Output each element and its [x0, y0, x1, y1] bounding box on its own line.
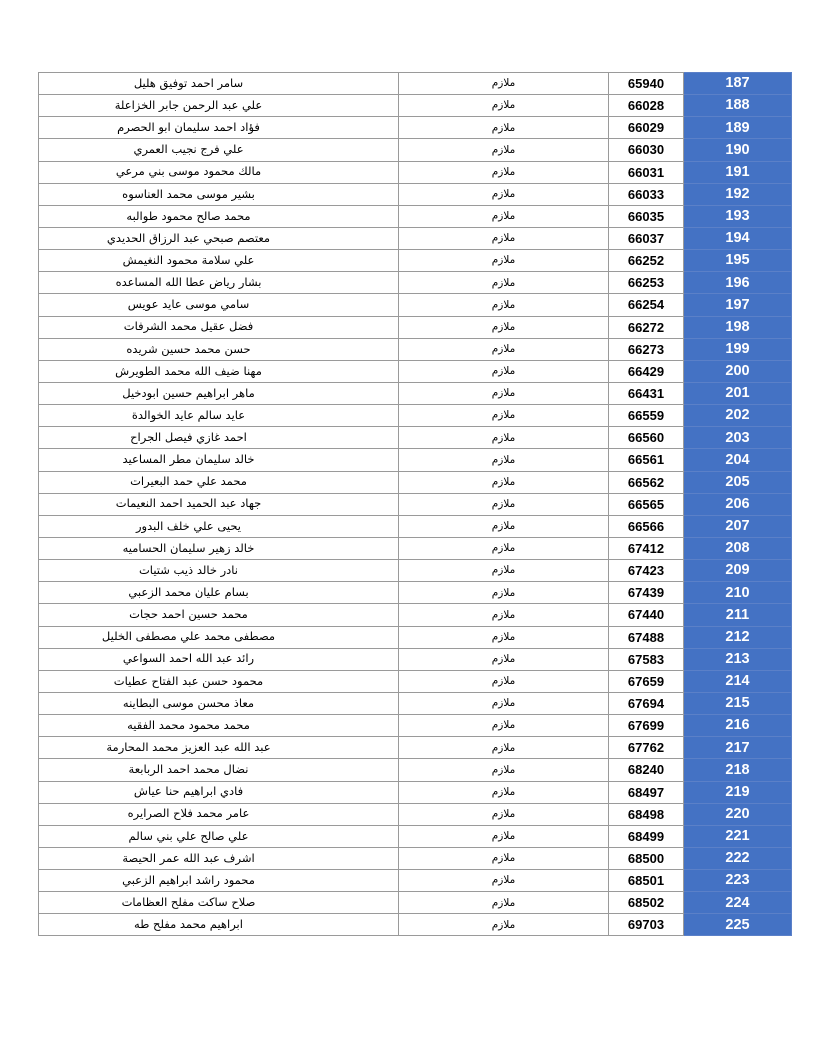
military-number-cell: 66031 [609, 161, 684, 183]
table-row [39, 604, 792, 626]
row-index-cell: 193 [684, 205, 792, 227]
rank-cell: ملازم [399, 183, 609, 205]
row-index-cell: 220 [684, 803, 792, 825]
person-name-cell: فضل عقيل محمد الشرفات [39, 316, 399, 338]
rank-cell: ملازم [399, 250, 609, 272]
table-row [39, 117, 792, 139]
row-index-cell: 191 [684, 161, 792, 183]
person-name-cell: جهاد عبد الحميد احمد النعيمات [39, 493, 399, 515]
person-name-cell: علي صالح علي بني سالم [39, 825, 399, 847]
rank-cell: ملازم [399, 294, 609, 316]
military-number-cell: 66562 [609, 471, 684, 493]
row-index-cell: 198 [684, 316, 792, 338]
person-name-cell: صلاح ساكت مفلح العظامات [39, 892, 399, 914]
row-index-cell: 219 [684, 781, 792, 803]
military-number-cell: 68498 [609, 803, 684, 825]
table-row [39, 781, 792, 803]
person-name-cell: علي عبد الرحمن جابر الخزاعلة [39, 95, 399, 117]
row-index-cell: 200 [684, 360, 792, 382]
person-name-cell: معاذ محسن موسى البطاينه [39, 692, 399, 714]
table-row [39, 316, 792, 338]
table-row [39, 73, 792, 95]
person-name-cell: خالد سليمان مطر المساعيد [39, 449, 399, 471]
person-name-cell: بسام عليان محمد الزعبي [39, 582, 399, 604]
row-index-cell: 223 [684, 870, 792, 892]
table-row [39, 272, 792, 294]
rank-cell: ملازم [399, 316, 609, 338]
table-row [39, 95, 792, 117]
person-name-cell: نضال محمد احمد الربابعة [39, 759, 399, 781]
rank-cell: ملازم [399, 604, 609, 626]
rank-cell: ملازم [399, 161, 609, 183]
rank-cell: ملازم [399, 914, 609, 936]
table-row [39, 493, 792, 515]
military-number-cell: 66273 [609, 338, 684, 360]
row-index-cell: 194 [684, 227, 792, 249]
person-name-cell: معتصم صبحي عبد الرزاق الحديدي [39, 227, 399, 249]
person-name-cell: علي فرج نجيب العمري [39, 139, 399, 161]
person-name-cell: نادر خالد ذيب شتيات [39, 560, 399, 582]
rank-cell: ملازم [399, 537, 609, 559]
person-name-cell: عامر محمد فلاح الصرايره [39, 803, 399, 825]
person-name-cell: مصطفى محمد علي مصطفى الخليل [39, 626, 399, 648]
military-number-cell: 66253 [609, 272, 684, 294]
row-index-cell: 204 [684, 449, 792, 471]
person-name-cell: عبد الله عبد العزيز محمد المحارمة [39, 737, 399, 759]
military-number-cell: 68502 [609, 892, 684, 914]
row-index-cell: 197 [684, 294, 792, 316]
rank-cell: ملازم [399, 73, 609, 95]
rank-cell: ملازم [399, 560, 609, 582]
military-number-cell: 68497 [609, 781, 684, 803]
table-row [39, 537, 792, 559]
person-name-cell: بشار رياض عطا الله المساعده [39, 272, 399, 294]
rank-cell: ملازم [399, 471, 609, 493]
table-row [39, 360, 792, 382]
person-name-cell: فؤاد احمد سليمان ابو الحصرم [39, 117, 399, 139]
rank-cell: ملازم [399, 803, 609, 825]
row-index-cell: 202 [684, 405, 792, 427]
table-row [39, 670, 792, 692]
rank-cell: ملازم [399, 382, 609, 404]
military-number-cell: 66272 [609, 316, 684, 338]
table-row [39, 560, 792, 582]
military-number-cell: 67423 [609, 560, 684, 582]
row-index-cell: 192 [684, 183, 792, 205]
table-row [39, 139, 792, 161]
person-name-cell: سامر احمد توفيق هليل [39, 73, 399, 95]
row-index-cell: 207 [684, 515, 792, 537]
person-name-cell: خالد زهير سليمان الحساميه [39, 537, 399, 559]
row-index-cell: 216 [684, 715, 792, 737]
military-number-cell: 66030 [609, 139, 684, 161]
table-row [39, 405, 792, 427]
rank-cell: ملازم [399, 117, 609, 139]
table-row [39, 648, 792, 670]
table-row [39, 715, 792, 737]
person-name-cell: ابراهيم محمد مفلح طه [39, 914, 399, 936]
row-index-cell: 221 [684, 825, 792, 847]
row-index-cell: 214 [684, 670, 792, 692]
rank-cell: ملازم [399, 781, 609, 803]
rank-cell: ملازم [399, 139, 609, 161]
row-index-cell: 211 [684, 604, 792, 626]
military-number-cell: 65940 [609, 73, 684, 95]
row-index-cell: 196 [684, 272, 792, 294]
row-index-cell: 209 [684, 560, 792, 582]
military-number-cell: 66559 [609, 405, 684, 427]
table-row [39, 803, 792, 825]
military-number-cell: 66252 [609, 250, 684, 272]
row-index-cell: 206 [684, 493, 792, 515]
military-number-cell: 68499 [609, 825, 684, 847]
person-name-cell: محمد صالح محمود طوالبه [39, 205, 399, 227]
military-number-cell: 67412 [609, 537, 684, 559]
table-row [39, 161, 792, 183]
table-row [39, 250, 792, 272]
rank-cell: ملازم [399, 692, 609, 714]
person-name-cell: بشير موسى محمد العناسوه [39, 183, 399, 205]
rank-cell: ملازم [399, 648, 609, 670]
military-number-cell: 69703 [609, 914, 684, 936]
table-row [39, 847, 792, 869]
rank-cell: ملازم [399, 515, 609, 537]
military-number-cell: 66429 [609, 360, 684, 382]
row-index-cell: 187 [684, 73, 792, 95]
row-index-cell: 203 [684, 427, 792, 449]
rank-cell: ملازم [399, 759, 609, 781]
table-row [39, 382, 792, 404]
person-name-cell: اشرف عبد الله عمر الحيصة [39, 847, 399, 869]
military-number-cell: 68500 [609, 847, 684, 869]
row-index-cell: 210 [684, 582, 792, 604]
table-row [39, 294, 792, 316]
rank-cell: ملازم [399, 338, 609, 360]
rank-cell: ملازم [399, 360, 609, 382]
roster-table [38, 72, 792, 936]
table-row [39, 427, 792, 449]
rank-cell: ملازم [399, 670, 609, 692]
table-row [39, 449, 792, 471]
person-name-cell: حسن محمد حسين شريده [39, 338, 399, 360]
rank-cell: ملازم [399, 95, 609, 117]
rank-cell: ملازم [399, 892, 609, 914]
military-number-cell: 68501 [609, 870, 684, 892]
row-index-cell: 222 [684, 847, 792, 869]
military-number-cell: 66560 [609, 427, 684, 449]
row-index-cell: 208 [684, 537, 792, 559]
person-name-cell: ماهر ابراهيم حسين ابودخيل [39, 382, 399, 404]
row-index-cell: 218 [684, 759, 792, 781]
table-row [39, 914, 792, 936]
person-name-cell: رائد عبد الله احمد السواعي [39, 648, 399, 670]
rank-cell: ملازم [399, 272, 609, 294]
row-index-cell: 201 [684, 382, 792, 404]
rank-cell: ملازم [399, 493, 609, 515]
row-index-cell: 213 [684, 648, 792, 670]
row-index-cell: 190 [684, 139, 792, 161]
military-number-cell: 67762 [609, 737, 684, 759]
person-name-cell: محمود حسن عبد الفتاح عطيات [39, 670, 399, 692]
military-number-cell: 66029 [609, 117, 684, 139]
person-name-cell: محمد حسين احمد حجات [39, 604, 399, 626]
person-name-cell: فادي ابراهيم حنا عياش [39, 781, 399, 803]
person-name-cell: محمد علي حمد البعيرات [39, 471, 399, 493]
table-row [39, 471, 792, 493]
table-row [39, 582, 792, 604]
table-row [39, 870, 792, 892]
military-number-cell: 66565 [609, 493, 684, 515]
rank-cell: ملازم [399, 582, 609, 604]
rank-cell: ملازم [399, 449, 609, 471]
table-row [39, 692, 792, 714]
rank-cell: ملازم [399, 715, 609, 737]
table-row [39, 338, 792, 360]
rank-cell: ملازم [399, 737, 609, 759]
person-name-cell: عايد سالم عايد الخوالدة [39, 405, 399, 427]
rank-cell: ملازم [399, 626, 609, 648]
table-row [39, 737, 792, 759]
row-index-cell: 217 [684, 737, 792, 759]
person-name-cell: محمد محمود محمد الفقيه [39, 715, 399, 737]
row-index-cell: 224 [684, 892, 792, 914]
row-index-cell: 195 [684, 250, 792, 272]
rank-cell: ملازم [399, 405, 609, 427]
row-index-cell: 212 [684, 626, 792, 648]
row-index-cell: 205 [684, 471, 792, 493]
military-number-cell: 66033 [609, 183, 684, 205]
military-number-cell: 66566 [609, 515, 684, 537]
table-row [39, 227, 792, 249]
table-row [39, 205, 792, 227]
military-number-cell: 66037 [609, 227, 684, 249]
row-index-cell: 189 [684, 117, 792, 139]
military-number-cell: 67699 [609, 715, 684, 737]
row-index-cell: 199 [684, 338, 792, 360]
roster-body [39, 73, 792, 936]
table-row [39, 515, 792, 537]
military-number-cell: 66561 [609, 449, 684, 471]
person-name-cell: احمد غازي فيصل الجراح [39, 427, 399, 449]
military-number-cell: 66431 [609, 382, 684, 404]
military-number-cell: 66035 [609, 205, 684, 227]
person-name-cell: علي سلامة محمود النغيمش [39, 250, 399, 272]
rank-cell: ملازم [399, 847, 609, 869]
person-name-cell: يحيى علي خلف البدور [39, 515, 399, 537]
table-row [39, 626, 792, 648]
military-number-cell: 67659 [609, 670, 684, 692]
table-row [39, 183, 792, 205]
rank-cell: ملازم [399, 227, 609, 249]
table-row [39, 892, 792, 914]
military-number-cell: 67694 [609, 692, 684, 714]
table-row [39, 759, 792, 781]
person-name-cell: محمود راشد ابراهيم الزعبي [39, 870, 399, 892]
person-name-cell: سامي موسى عايد عويس [39, 294, 399, 316]
military-number-cell: 68240 [609, 759, 684, 781]
rank-cell: ملازم [399, 205, 609, 227]
military-number-cell: 67440 [609, 604, 684, 626]
row-index-cell: 188 [684, 95, 792, 117]
rank-cell: ملازم [399, 427, 609, 449]
military-number-cell: 66254 [609, 294, 684, 316]
person-name-cell: مالك محمود موسى بني مرعي [39, 161, 399, 183]
military-number-cell: 67488 [609, 626, 684, 648]
row-index-cell: 215 [684, 692, 792, 714]
rank-cell: ملازم [399, 870, 609, 892]
military-number-cell: 67439 [609, 582, 684, 604]
row-index-cell: 225 [684, 914, 792, 936]
rank-cell: ملازم [399, 825, 609, 847]
table-row [39, 825, 792, 847]
military-number-cell: 67583 [609, 648, 684, 670]
military-number-cell: 66028 [609, 95, 684, 117]
person-name-cell: مهنا ضيف الله محمد الطويرش [39, 360, 399, 382]
